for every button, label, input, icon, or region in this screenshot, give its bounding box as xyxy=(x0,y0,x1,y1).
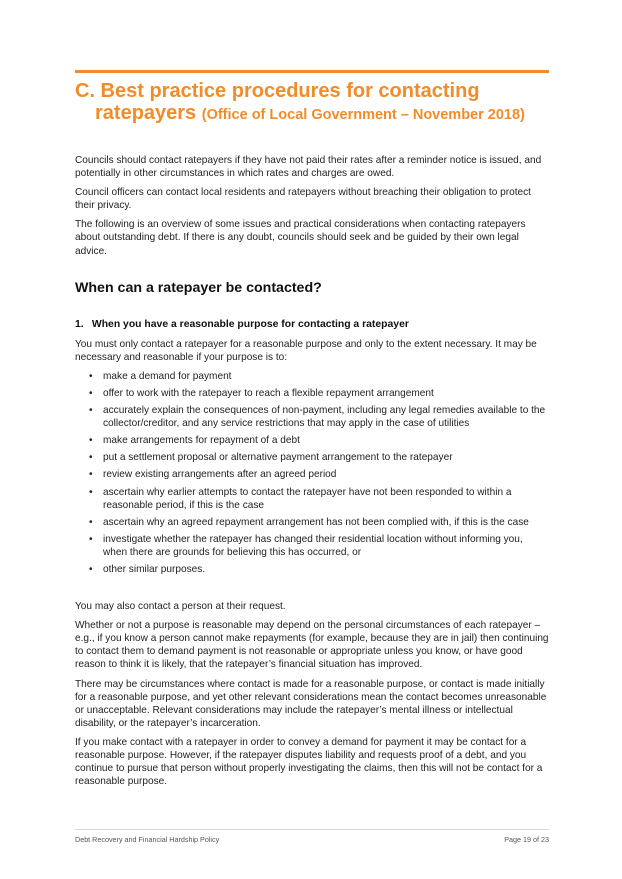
closing-paragraph: You may also contact a person at their request. xyxy=(75,601,286,613)
list-item-text: ascertain why an agreed repayment arrangement has not been complied with, if this is the case xyxy=(103,516,529,528)
page-title xyxy=(75,80,555,126)
bullet-icon: • xyxy=(89,486,93,498)
bullet-icon: • xyxy=(89,452,93,464)
list-item xyxy=(75,434,549,447)
list-item xyxy=(75,451,549,464)
footer-divider xyxy=(75,829,549,830)
spacer xyxy=(75,582,549,600)
list-item xyxy=(75,563,549,576)
intro-paragraph: The following is an overview of some issues and practical considerations when contacting ratepayers about outstanding debt. If there is any doubt, councils should seek and be guided by their own legal advice. xyxy=(75,219,526,257)
closing-paragraph: Whether or not a purpose is reasonable may depend on the personal circumstances of each ratepayer – e.g., if you know a person cannot make repayments (for example, because they are in jail) then continuing to contact them to demand payment is not reasonable or appropriate unless you know, or have good reason to think it is likely, that the ratepayer’s financial situation has improved. xyxy=(75,620,549,671)
list-item xyxy=(75,387,549,400)
list-item-text: review existing arrangements after an agreed period xyxy=(103,469,337,481)
bullet-icon: • xyxy=(89,387,93,399)
list-item-text: other similar purposes. xyxy=(103,563,206,575)
list-item-text: ascertain why earlier attempts to contact the ratepayer have not been responded to within a reasonable period, if this is the case xyxy=(103,486,512,511)
intro-paragraph: Councils should contact ratepayers if they have not paid their rates after a reminder notice is issued, and potentially in other circumstances in which rates and charges are owed. xyxy=(75,155,542,180)
title-rule xyxy=(75,70,549,73)
closing-paragraph: If you make contact with a ratepayer in order to convey a demand for payment it may be contact for a reasonable purpose. However, if the ratepayer disputes liability and requests proof of a debt, and you continue to pursue that person without properly investigating the claims, then this will not be contact for a reasonable purpose. xyxy=(75,736,543,788)
bullet-icon: • xyxy=(89,516,93,528)
intro-paragraph: Council officers can contact local residents and ratepayers without breaching their obligation to protect their privacy. xyxy=(75,187,531,212)
bullet-icon: • xyxy=(89,563,93,575)
bullet-icon: • xyxy=(89,533,93,545)
section-heading: When can a ratepayer be contacted? xyxy=(75,279,322,296)
bullet-icon: • xyxy=(89,469,93,481)
purpose-list xyxy=(75,370,549,576)
subsection-title: When you have a reasonable purpose for contacting a ratepayer xyxy=(91,318,409,330)
bullet-icon: • xyxy=(89,405,93,417)
list-item xyxy=(75,533,549,559)
list-item-text: accurately explain the consequences of non-payment, including any legal remedies available to the collector/creditor, and any service restrictions that may apply in the case of utilities xyxy=(103,405,546,430)
subsection-heading xyxy=(75,318,549,331)
closing-paragraph: There may be circumstances where contact is made for a reasonable purpose, or contact is made initially for a reasonable purpose, and yet other relevant considerations mean the contact becomes unreasonable or unacceptable. Relevant considerations may include the ratepayer’s mental illness or intellectual disability, or the ratepayer’s incarceration. xyxy=(75,678,547,729)
title-line-2 xyxy=(75,102,555,126)
list-item xyxy=(75,404,549,430)
page-content xyxy=(75,154,549,794)
list-item-text: investigate whether the ratepayer has changed their residential location without informing you, when there are grounds for believing this has occurred, or xyxy=(103,533,523,558)
bullet-icon: • xyxy=(89,435,93,447)
list-item-text: put a settlement proposal or alternative payment arrangement to the ratepayer xyxy=(103,452,453,464)
list-item xyxy=(75,486,549,512)
bullet-icon: • xyxy=(89,370,93,382)
subsection-number: 1. xyxy=(75,318,84,330)
list-item-text: offer to work with the ratepayer to reach a flexible repayment arrangement xyxy=(103,387,434,399)
title-subtitle: (Office of Local Government – November 2018) xyxy=(201,107,525,123)
list-item-text: make a demand for payment xyxy=(103,370,232,382)
title-line-1: C. Best practice procedures for contacting xyxy=(75,80,480,102)
list-item xyxy=(75,468,549,481)
list-item xyxy=(75,516,549,529)
footer-page-number: Page 19 of 23 xyxy=(504,835,549,844)
purpose-intro: You must only contact a ratepayer for a reasonable purpose and only to the extent necessary. It may be necessary and reasonable if your purpose is to: xyxy=(75,338,537,363)
title-line-2-text: ratepayers xyxy=(95,102,197,124)
list-item xyxy=(75,370,549,383)
list-item-text: make arrangements for repayment of a debt xyxy=(103,435,300,447)
footer-document-title: Debt Recovery and Financial Hardship Policy xyxy=(75,835,220,844)
